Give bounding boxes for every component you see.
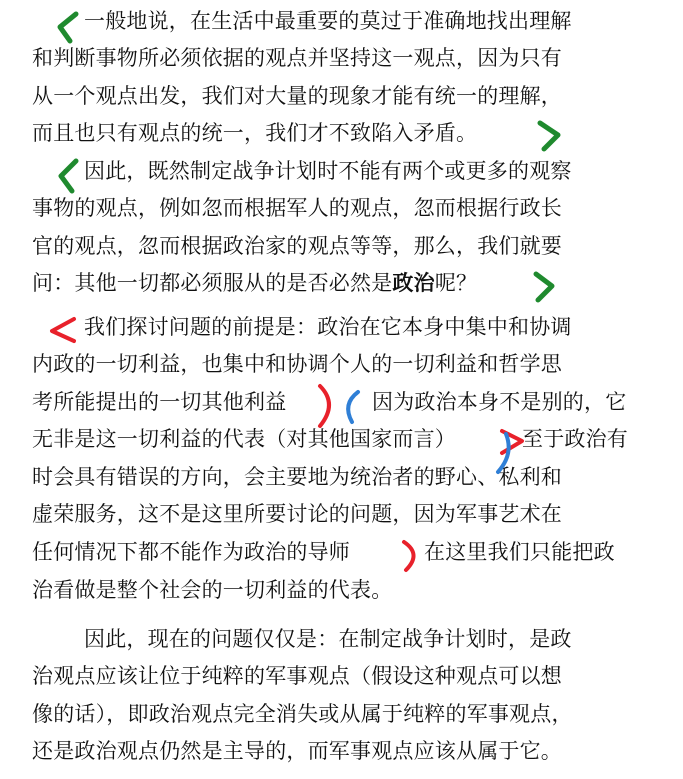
paragraph-2-line-4-text: 问：其他一切都必须服从的是否必然是 (32, 271, 393, 295)
paragraph-3-line-7a: 任何情况下都不能作为政治的导师 (32, 540, 350, 564)
bold-word-politics: 政治 (392, 270, 435, 295)
paragraph-3-line-8: 治看做是整个社会的一切利益的代表。 (32, 578, 393, 602)
blue-close-paren-mark (484, 430, 520, 482)
paragraph-3-line-4a: 无非是这一切利益的代表（对其他国家而言） (32, 427, 456, 451)
paragraph-4-line-1: 因此，现在的问题仅仅是：在制定战争计划时，是政 (84, 627, 572, 651)
paragraph-3-line-7b: 在这里我们只能把政 (424, 540, 615, 564)
paragraph-3-line-1: 我们探讨问题的前提是：政治在它本身中集中和协调 (84, 315, 572, 339)
blue-open-paren-mark (338, 386, 366, 430)
paragraph-3-line-5: 时会具有错误的方向，会主要地为统治者的野心、私利和 (32, 465, 562, 489)
paragraph-2-line-4-tail: 呢？ (434, 271, 478, 295)
paragraph-3-line-2: 内政的一切利益，也集中和协调个人的一切利益和哲学思 (32, 352, 562, 376)
paragraph-1-line-3: 从一个观点出发，我们对大量的现象才能有统一的理解， (32, 84, 562, 108)
red-open-bracket-mark-1 (44, 313, 84, 349)
paragraph-2-line-2: 事物的观点，例如忽而根据军人的观点，忽而根据行政长 (32, 196, 562, 220)
paragraph-3-line-6: 虚荣服务，这不是这里所要讨论的问题，因为军事艺术在 (32, 502, 562, 526)
green-close-bracket-mark-1 (532, 117, 572, 157)
paragraph-4-line-2: 治观点应该让位于纯粹的军事观点（假设这种观点可以想 (32, 664, 562, 688)
paragraph-3-line-3a: 考所能提出的一切其他利益 (32, 390, 287, 414)
green-open-bracket-mark-1 (52, 8, 92, 48)
red-close-bracket-mark-2 (396, 534, 432, 578)
paragraph-1-line-2: 和判断事物所必须依据的观点并坚持这一观点，因为只有 (32, 46, 562, 70)
green-close-bracket-mark-2 (528, 268, 568, 308)
paragraph-4-line-4: 还是政治观点仍然是主导的，而军事观点应该从属于它。 (32, 739, 562, 763)
green-open-bracket-mark-2 (52, 155, 92, 199)
paragraph-3-line-4b: 至于政治有 (522, 427, 628, 451)
paragraph-1-line-1: 一般地说，在生活中最重要的莫过于准确地找出理解 (84, 9, 572, 33)
paragraph-4-line-3: 像的话），即政治观点完全消失或从属于纯粹的军事观点， (32, 702, 573, 726)
paragraph-2-line-4 (32, 269, 477, 297)
paragraph-3-line-3b: 因为政治本身不是别的，它 (372, 390, 627, 414)
paragraph-2-line-3: 官的观点，忽而根据政治家的观点等等，那么，我们就要 (32, 234, 562, 258)
paragraph-1-line-4: 而且也只有观点的统一，我们才不致陷入矛盾。 (32, 121, 478, 145)
paragraph-2-line-1: 因此，既然制定战争计划时不能有两个或更多的观察 (84, 159, 572, 183)
